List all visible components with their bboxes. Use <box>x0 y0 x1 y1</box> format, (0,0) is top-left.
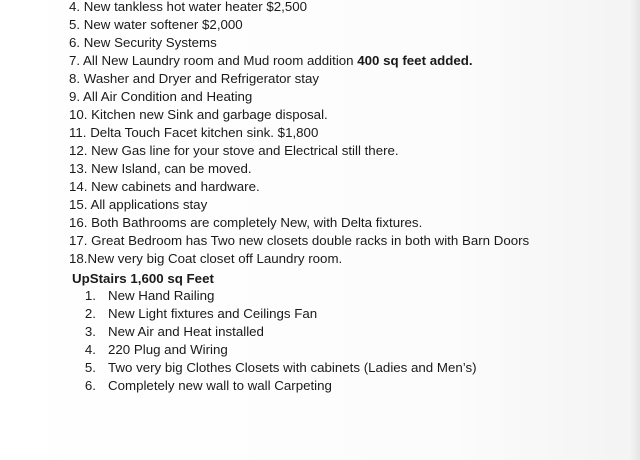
list-item-number: 3. <box>84 324 96 339</box>
list-item <box>78 323 578 340</box>
list-item: 5. New water softener $2,000 <box>69 17 243 32</box>
list-item: 13. New Island, can be moved. <box>69 161 252 176</box>
list-item: 12. New Gas line for your stove and Electrical still there. <box>69 143 399 158</box>
list-item-number: 2. <box>84 306 96 321</box>
list-item-text: Completely new wall to wall Carpeting <box>108 378 332 393</box>
list-item: 6. New Security Systems <box>69 35 217 50</box>
list-item <box>78 305 578 322</box>
list-item: 4. New tankless hot water heater $2,500 <box>69 0 308 14</box>
list-item: 8. Washer and Dryer and Refrigerator stay <box>69 71 320 86</box>
list-item <box>69 52 473 69</box>
list-item: 16. Both Bathrooms are completely New, with Delta fixtures. <box>69 215 423 230</box>
list-item-text: 220 Plug and Wiring <box>108 342 228 357</box>
page-edge-shadow <box>630 0 640 460</box>
list-item-text: New Air and Heat installed <box>108 324 264 339</box>
list-item <box>78 377 578 394</box>
list-item-text: New Hand Railing <box>108 288 215 303</box>
upstairs-heading: UpStairs 1,600 sq Feet <box>72 271 214 286</box>
list-item-number: 5. <box>84 360 96 375</box>
list-item: 9. All Air Condition and Heating <box>69 89 253 104</box>
list-item <box>78 359 578 376</box>
list-item-number: 6. <box>84 378 96 393</box>
list-item <box>78 341 578 358</box>
list-item: 10. Kitchen new Sink and garbage disposal. <box>69 107 328 122</box>
list-item-bold-text: 400 sq feet added. <box>357 53 473 68</box>
list-item <box>78 287 578 304</box>
list-item-number: 4. <box>84 342 96 357</box>
list-item: 11. Delta Touch Facet kitchen sink. $1,800 <box>69 125 319 140</box>
list-item: 15. All applications stay <box>69 197 208 212</box>
list-item: 18.New very big Coat closet off Laundry room. <box>69 251 343 266</box>
list-item: 14. New cabinets and hardware. <box>69 179 260 194</box>
list-item-text: Two very big Clothes Closets with cabinets (Ladies and Men’s) <box>108 360 477 375</box>
list-item: 17. Great Bedroom has Two new closets double racks in both with Barn Doors <box>69 233 530 248</box>
list-item-number: 1. <box>84 288 96 303</box>
list-item-text: 7. All New Laundry room and Mud room addition <box>69 53 358 68</box>
list-item-text: New Light fixtures and Ceilings Fan <box>108 306 318 321</box>
